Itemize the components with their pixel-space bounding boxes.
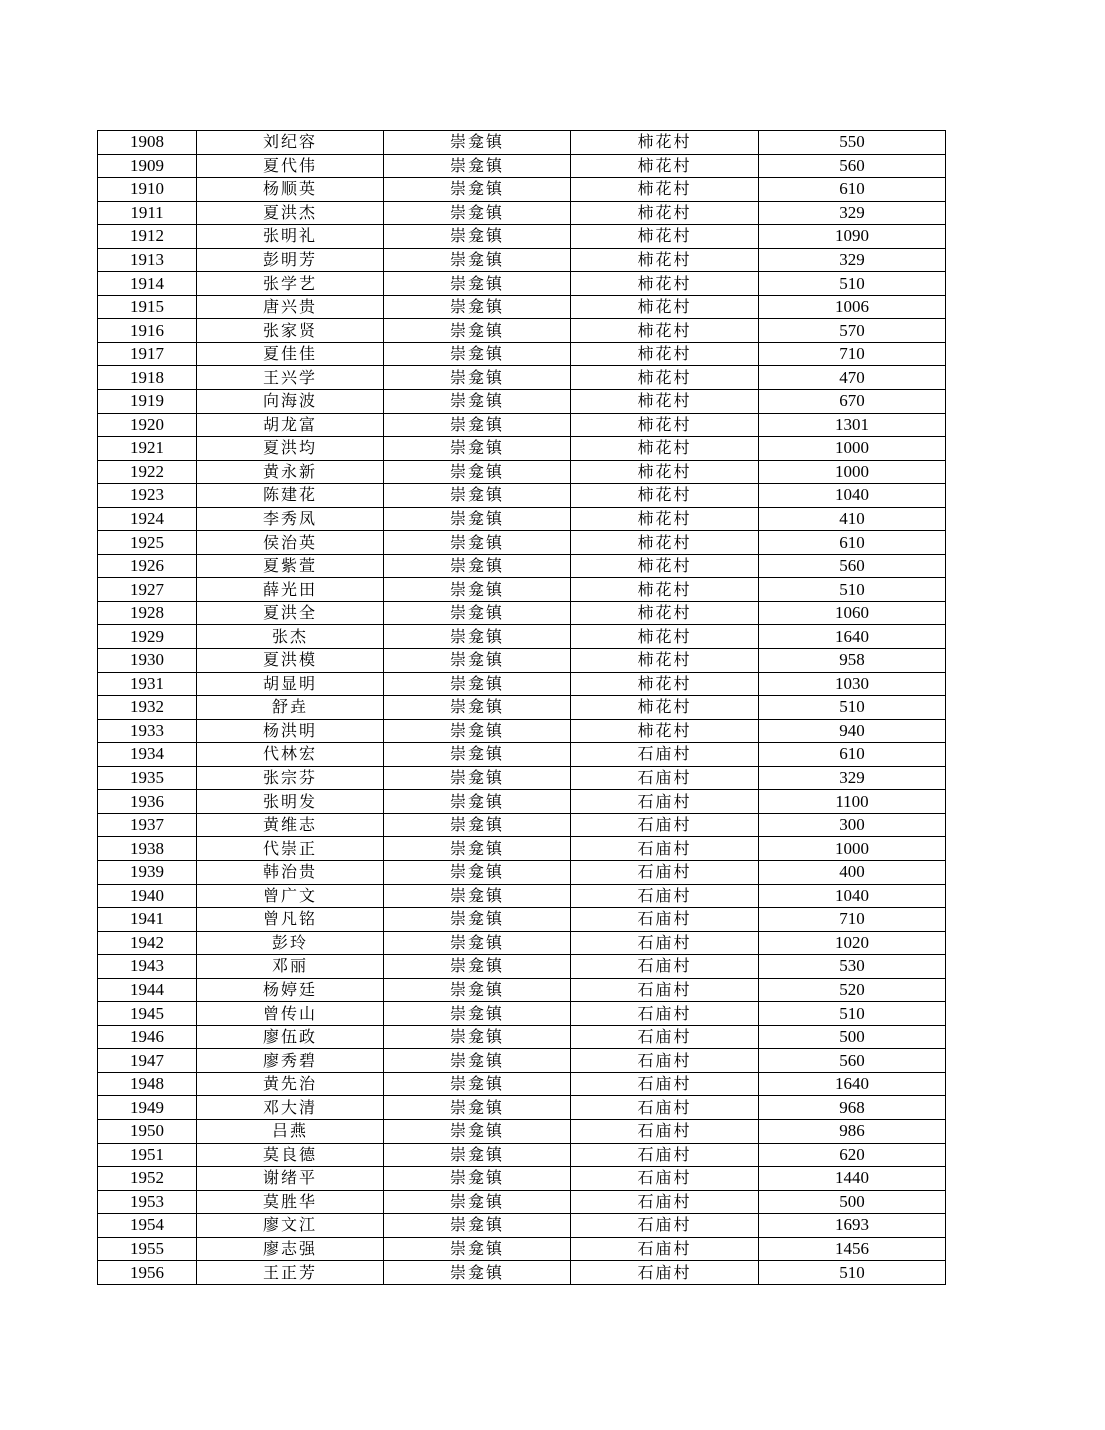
cell-village: 柿花村 [571,672,759,696]
cell-number: 1930 [98,649,197,673]
cell-number: 1920 [98,413,197,437]
cell-village: 石庙村 [571,1143,759,1167]
cell-town: 崇龛镇 [384,225,571,249]
cell-number: 1926 [98,554,197,578]
cell-town: 崇龛镇 [384,578,571,602]
cell-amount: 1640 [759,1072,946,1096]
cell-number: 1935 [98,766,197,790]
cell-number: 1908 [98,131,197,155]
table-row [98,696,946,720]
cell-town: 崇龛镇 [384,978,571,1002]
cell-town: 崇龛镇 [384,201,571,225]
cell-name: 侯治英 [197,531,384,555]
cell-number: 1925 [98,531,197,555]
cell-town: 崇龛镇 [384,460,571,484]
cell-town: 崇龛镇 [384,507,571,531]
table-row [98,484,946,508]
table-row [98,931,946,955]
cell-name: 廖秀碧 [197,1049,384,1073]
cell-town: 崇龛镇 [384,1119,571,1143]
cell-number: 1919 [98,390,197,414]
cell-village: 石庙村 [571,1025,759,1049]
table-row [98,1049,946,1073]
cell-village: 柿花村 [571,248,759,272]
cell-amount: 510 [759,272,946,296]
table-row [98,201,946,225]
table-row [98,672,946,696]
table-row [98,884,946,908]
cell-amount: 1640 [759,625,946,649]
cell-name: 张家贤 [197,319,384,343]
cell-amount: 610 [759,178,946,202]
cell-village: 石庙村 [571,1190,759,1214]
cell-number: 1947 [98,1049,197,1073]
cell-amount: 329 [759,766,946,790]
data-table-container [97,130,946,1285]
cell-amount: 560 [759,154,946,178]
data-table [97,130,946,1285]
cell-town: 崇龛镇 [384,319,571,343]
cell-town: 崇龛镇 [384,672,571,696]
cell-number: 1949 [98,1096,197,1120]
cell-amount: 1060 [759,601,946,625]
cell-name: 夏佳佳 [197,342,384,366]
cell-name: 代林宏 [197,743,384,767]
cell-village: 石庙村 [571,1002,759,1026]
cell-number: 1943 [98,955,197,979]
cell-village: 柿花村 [571,437,759,461]
cell-amount: 1301 [759,413,946,437]
cell-village: 柿花村 [571,319,759,343]
table-row [98,649,946,673]
cell-town: 崇龛镇 [384,1049,571,1073]
cell-number: 1922 [98,460,197,484]
cell-town: 崇龛镇 [384,908,571,932]
cell-name: 彭明芳 [197,248,384,272]
table-row [98,460,946,484]
table-row [98,507,946,531]
cell-number: 1950 [98,1119,197,1143]
cell-town: 崇龛镇 [384,437,571,461]
cell-amount: 550 [759,131,946,155]
cell-number: 1936 [98,790,197,814]
cell-amount: 1020 [759,931,946,955]
cell-amount: 1090 [759,225,946,249]
cell-village: 石庙村 [571,1119,759,1143]
cell-number: 1941 [98,908,197,932]
table-row [98,1025,946,1049]
cell-name: 张明发 [197,790,384,814]
cell-amount: 670 [759,390,946,414]
cell-name: 杨顺英 [197,178,384,202]
cell-village: 柿花村 [571,342,759,366]
cell-number: 1944 [98,978,197,1002]
cell-village: 柿花村 [571,390,759,414]
cell-number: 1929 [98,625,197,649]
cell-name: 邓丽 [197,955,384,979]
cell-amount: 1693 [759,1214,946,1238]
cell-name: 夏紫萱 [197,554,384,578]
cell-amount: 1000 [759,437,946,461]
table-row [98,908,946,932]
cell-town: 崇龛镇 [384,955,571,979]
cell-village: 石庙村 [571,1214,759,1238]
cell-number: 1940 [98,884,197,908]
cell-town: 崇龛镇 [384,884,571,908]
cell-village: 石庙村 [571,1072,759,1096]
cell-village: 石庙村 [571,1049,759,1073]
cell-town: 崇龛镇 [384,366,571,390]
table-row [98,1167,946,1191]
cell-name: 廖伍政 [197,1025,384,1049]
cell-name: 夏代伟 [197,154,384,178]
table-row [98,554,946,578]
cell-town: 崇龛镇 [384,1025,571,1049]
cell-name: 杨婷廷 [197,978,384,1002]
cell-name: 廖志强 [197,1237,384,1261]
table-row [98,131,946,155]
cell-amount: 300 [759,813,946,837]
cell-name: 曾传山 [197,1002,384,1026]
cell-amount: 510 [759,1002,946,1026]
cell-town: 崇龛镇 [384,860,571,884]
cell-number: 1928 [98,601,197,625]
cell-town: 崇龛镇 [384,649,571,673]
cell-town: 崇龛镇 [384,248,571,272]
cell-number: 1911 [98,201,197,225]
cell-number: 1956 [98,1261,197,1285]
cell-amount: 400 [759,860,946,884]
cell-number: 1934 [98,743,197,767]
cell-number: 1954 [98,1214,197,1238]
cell-town: 崇龛镇 [384,766,571,790]
cell-village: 石庙村 [571,1237,759,1261]
cell-village: 柿花村 [571,507,759,531]
cell-name: 王正芳 [197,1261,384,1285]
cell-amount: 968 [759,1096,946,1120]
table-row [98,225,946,249]
table-row [98,719,946,743]
cell-name: 黄先治 [197,1072,384,1096]
cell-amount: 610 [759,743,946,767]
cell-amount: 1040 [759,484,946,508]
cell-village: 柿花村 [571,625,759,649]
cell-number: 1917 [98,342,197,366]
cell-village: 石庙村 [571,766,759,790]
cell-name: 代崇正 [197,837,384,861]
cell-amount: 1440 [759,1167,946,1191]
cell-amount: 560 [759,554,946,578]
cell-number: 1932 [98,696,197,720]
cell-name: 谢绪平 [197,1167,384,1191]
cell-village: 石庙村 [571,931,759,955]
cell-number: 1948 [98,1072,197,1096]
cell-amount: 570 [759,319,946,343]
cell-village: 石庙村 [571,790,759,814]
cell-amount: 958 [759,649,946,673]
table-row [98,1190,946,1214]
cell-amount: 710 [759,908,946,932]
cell-name: 吕燕 [197,1119,384,1143]
cell-number: 1916 [98,319,197,343]
cell-village: 柿花村 [571,554,759,578]
cell-village: 柿花村 [571,295,759,319]
cell-town: 崇龛镇 [384,1096,571,1120]
cell-town: 崇龛镇 [384,813,571,837]
cell-village: 柿花村 [571,225,759,249]
cell-name: 曾凡铭 [197,908,384,932]
cell-town: 崇龛镇 [384,342,571,366]
cell-amount: 710 [759,342,946,366]
cell-amount: 1000 [759,837,946,861]
cell-village: 石庙村 [571,978,759,1002]
cell-number: 1910 [98,178,197,202]
cell-name: 夏洪全 [197,601,384,625]
cell-village: 柿花村 [571,272,759,296]
cell-name: 刘纪容 [197,131,384,155]
cell-amount: 610 [759,531,946,555]
table-row [98,437,946,461]
cell-number: 1912 [98,225,197,249]
cell-town: 崇龛镇 [384,1190,571,1214]
cell-name: 黄永新 [197,460,384,484]
cell-amount: 510 [759,1261,946,1285]
cell-name: 胡龙富 [197,413,384,437]
cell-amount: 1100 [759,790,946,814]
cell-amount: 510 [759,696,946,720]
cell-town: 崇龛镇 [384,696,571,720]
table-row [98,766,946,790]
cell-town: 崇龛镇 [384,625,571,649]
cell-town: 崇龛镇 [384,790,571,814]
table-row [98,578,946,602]
table-row [98,601,946,625]
table-row [98,837,946,861]
cell-amount: 1456 [759,1237,946,1261]
cell-village: 柿花村 [571,131,759,155]
cell-village: 石庙村 [571,1261,759,1285]
cell-name: 曾广文 [197,884,384,908]
cell-town: 崇龛镇 [384,390,571,414]
cell-number: 1921 [98,437,197,461]
cell-amount: 410 [759,507,946,531]
cell-amount: 940 [759,719,946,743]
table-row [98,366,946,390]
cell-amount: 510 [759,578,946,602]
cell-village: 柿花村 [571,719,759,743]
cell-name: 邓大清 [197,1096,384,1120]
cell-number: 1933 [98,719,197,743]
cell-town: 崇龛镇 [384,1143,571,1167]
cell-village: 柿花村 [571,649,759,673]
cell-number: 1951 [98,1143,197,1167]
cell-village: 柿花村 [571,154,759,178]
table-row [98,860,946,884]
table-row [98,743,946,767]
cell-village: 柿花村 [571,578,759,602]
cell-amount: 620 [759,1143,946,1167]
cell-town: 崇龛镇 [384,484,571,508]
table-row [98,1072,946,1096]
table-row [98,955,946,979]
cell-town: 崇龛镇 [384,601,571,625]
table-row [98,790,946,814]
cell-village: 柿花村 [571,178,759,202]
cell-name: 夏洪杰 [197,201,384,225]
cell-number: 1931 [98,672,197,696]
cell-name: 夏洪均 [197,437,384,461]
cell-town: 崇龛镇 [384,272,571,296]
cell-village: 柿花村 [571,413,759,437]
table-row [98,1096,946,1120]
table-row [98,342,946,366]
cell-amount: 329 [759,248,946,272]
cell-name: 廖文江 [197,1214,384,1238]
cell-town: 崇龛镇 [384,931,571,955]
cell-town: 崇龛镇 [384,1167,571,1191]
cell-town: 崇龛镇 [384,1214,571,1238]
table-body [98,131,946,1285]
cell-name: 张明礼 [197,225,384,249]
cell-village: 柿花村 [571,201,759,225]
cell-town: 崇龛镇 [384,295,571,319]
cell-village: 石庙村 [571,908,759,932]
table-row [98,248,946,272]
table-row [98,531,946,555]
table-row [98,1119,946,1143]
table-row [98,813,946,837]
cell-village: 石庙村 [571,860,759,884]
cell-town: 崇龛镇 [384,1237,571,1261]
cell-name: 向海波 [197,390,384,414]
cell-village: 石庙村 [571,837,759,861]
cell-village: 柿花村 [571,531,759,555]
cell-amount: 1000 [759,460,946,484]
cell-number: 1918 [98,366,197,390]
cell-village: 柿花村 [571,601,759,625]
cell-village: 柿花村 [571,696,759,720]
cell-town: 崇龛镇 [384,531,571,555]
cell-town: 崇龛镇 [384,837,571,861]
cell-village: 石庙村 [571,813,759,837]
cell-village: 石庙村 [571,743,759,767]
cell-name: 黄维志 [197,813,384,837]
cell-village: 柿花村 [571,484,759,508]
cell-town: 崇龛镇 [384,154,571,178]
table-row [98,1261,946,1285]
cell-town: 崇龛镇 [384,131,571,155]
cell-village: 石庙村 [571,1096,759,1120]
table-row [98,295,946,319]
cell-name: 莫胜华 [197,1190,384,1214]
cell-number: 1942 [98,931,197,955]
cell-village: 石庙村 [571,955,759,979]
table-row [98,978,946,1002]
cell-name: 王兴学 [197,366,384,390]
cell-number: 1938 [98,837,197,861]
cell-name: 唐兴贵 [197,295,384,319]
cell-town: 崇龛镇 [384,413,571,437]
cell-town: 崇龛镇 [384,554,571,578]
cell-number: 1955 [98,1237,197,1261]
cell-number: 1945 [98,1002,197,1026]
table-row [98,390,946,414]
cell-town: 崇龛镇 [384,743,571,767]
cell-town: 崇龛镇 [384,1002,571,1026]
cell-number: 1913 [98,248,197,272]
cell-number: 1946 [98,1025,197,1049]
cell-name: 张杰 [197,625,384,649]
cell-number: 1915 [98,295,197,319]
cell-amount: 530 [759,955,946,979]
cell-number: 1939 [98,860,197,884]
table-row [98,625,946,649]
cell-name: 彭玲 [197,931,384,955]
cell-amount: 1006 [759,295,946,319]
cell-name: 胡显明 [197,672,384,696]
cell-village: 石庙村 [571,884,759,908]
table-row [98,1002,946,1026]
cell-village: 柿花村 [571,460,759,484]
cell-number: 1927 [98,578,197,602]
cell-number: 1909 [98,154,197,178]
cell-name: 陈建花 [197,484,384,508]
table-row [98,1143,946,1167]
cell-number: 1923 [98,484,197,508]
cell-village: 柿花村 [571,366,759,390]
cell-name: 夏洪模 [197,649,384,673]
table-row [98,178,946,202]
cell-name: 李秀凤 [197,507,384,531]
cell-town: 崇龛镇 [384,1072,571,1096]
table-row [98,1237,946,1261]
table-row [98,413,946,437]
cell-amount: 329 [759,201,946,225]
cell-amount: 560 [759,1049,946,1073]
cell-number: 1937 [98,813,197,837]
cell-amount: 1030 [759,672,946,696]
table-row [98,272,946,296]
cell-name: 张学艺 [197,272,384,296]
cell-village: 石庙村 [571,1167,759,1191]
cell-amount: 1040 [759,884,946,908]
cell-name: 薛光田 [197,578,384,602]
cell-amount: 500 [759,1025,946,1049]
cell-amount: 520 [759,978,946,1002]
cell-number: 1924 [98,507,197,531]
cell-name: 张宗芬 [197,766,384,790]
table-row [98,319,946,343]
cell-amount: 470 [759,366,946,390]
table-row [98,1214,946,1238]
cell-name: 韩治贵 [197,860,384,884]
cell-number: 1952 [98,1167,197,1191]
cell-amount: 500 [759,1190,946,1214]
cell-amount: 986 [759,1119,946,1143]
table-row [98,154,946,178]
cell-name: 杨洪明 [197,719,384,743]
cell-name: 舒垚 [197,696,384,720]
cell-name: 莫良德 [197,1143,384,1167]
cell-number: 1953 [98,1190,197,1214]
cell-number: 1914 [98,272,197,296]
cell-town: 崇龛镇 [384,1261,571,1285]
cell-town: 崇龛镇 [384,178,571,202]
cell-town: 崇龛镇 [384,719,571,743]
